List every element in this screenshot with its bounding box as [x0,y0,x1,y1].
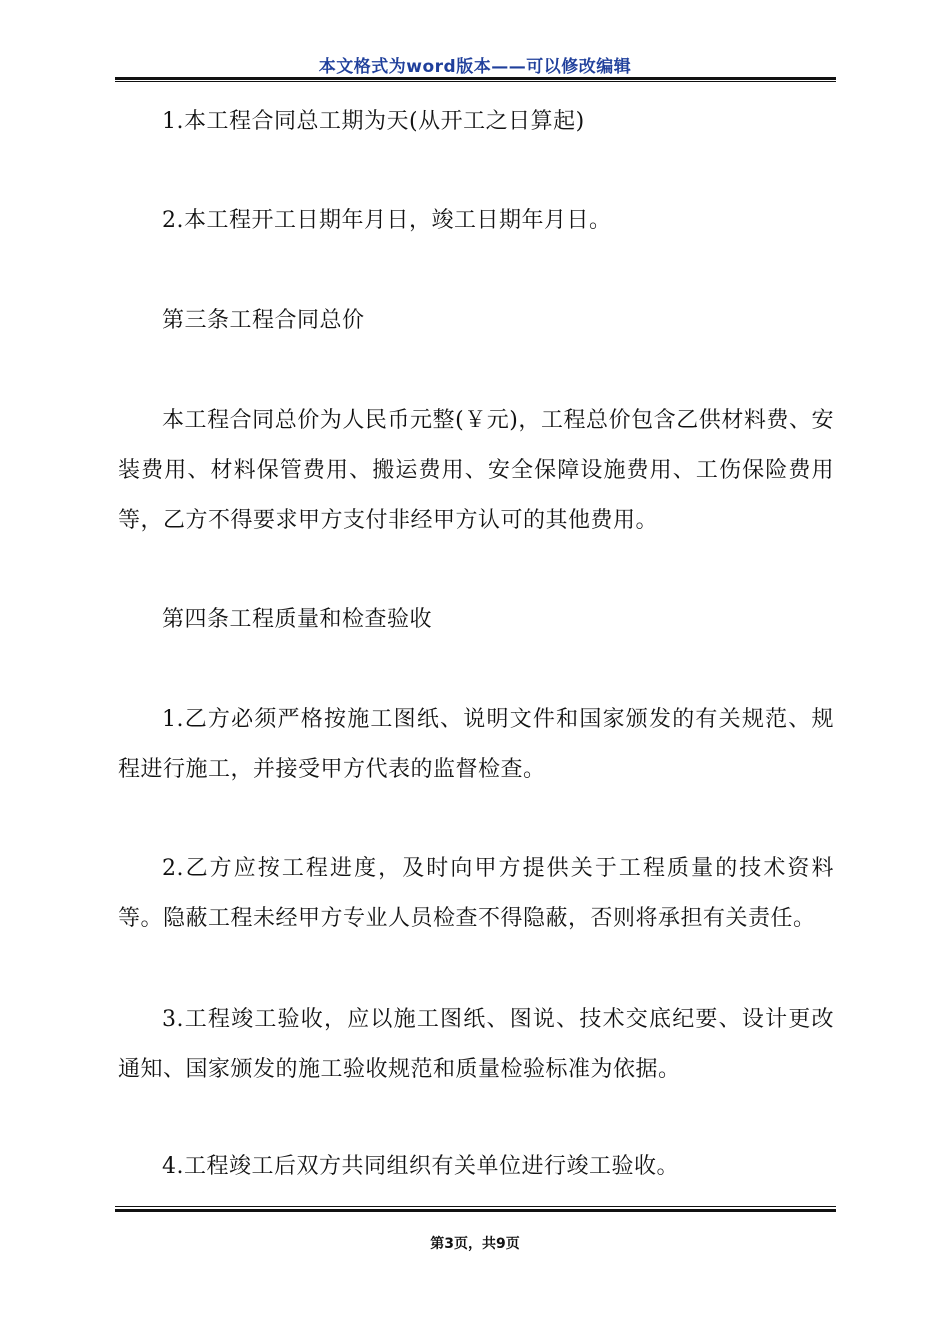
header-rule-thick [115,77,836,80]
section-heading-article-4: 第四条工程质量和检查验收 [162,607,433,632]
page-number: 第3页，共9页 [430,1236,520,1252]
paragraph-quality-1: 1.乙方必须严格按施工图纸、说明文件和国家颁发的有关规范、规程进行施工，并接受甲方代表的监督检查。 [118,707,834,782]
header-rule-thin [115,81,836,82]
paragraph-quality-2: 2.乙方应按工程进度，及时向甲方提供关于工程质量的技术资料等。隐蔽工程未经甲方专业人员检查不得隐蔽，否则将承担有关责任。 [118,856,834,931]
footer-rule-thick [115,1209,836,1212]
paragraph-quality-3: 3.工程竣工验收，应以施工图纸、图说、技术交底纪要、设计更改通知、国家颁发的施工验收规范和质量检验标准为依据。 [118,1007,834,1082]
paragraph-contract-price: 本工程合同总价为人民币元整(￥元)，工程总价包含乙供材料费、安装费用、材料保管费用、搬运费用、安全保障设施费用、工伤保险费用等，乙方不得要求甲方支付非经甲方认可的其他费用。 [118,408,834,533]
page-header: 本文格式为word版本——可以修改编辑 [318,57,632,77]
section-heading-article-3: 第三条工程合同总价 [162,308,365,333]
footer-rule-thin [115,1206,836,1207]
paragraph-start-end-dates: 2.本工程开工日期年月日，竣工日期年月日。 [162,208,612,233]
paragraph-quality-4: 4.工程竣工后双方共同组织有关单位进行竣工验收。 [162,1154,679,1179]
paragraph-total-duration: 1.本工程合同总工期为天(从开工之日算起) [162,109,585,134]
